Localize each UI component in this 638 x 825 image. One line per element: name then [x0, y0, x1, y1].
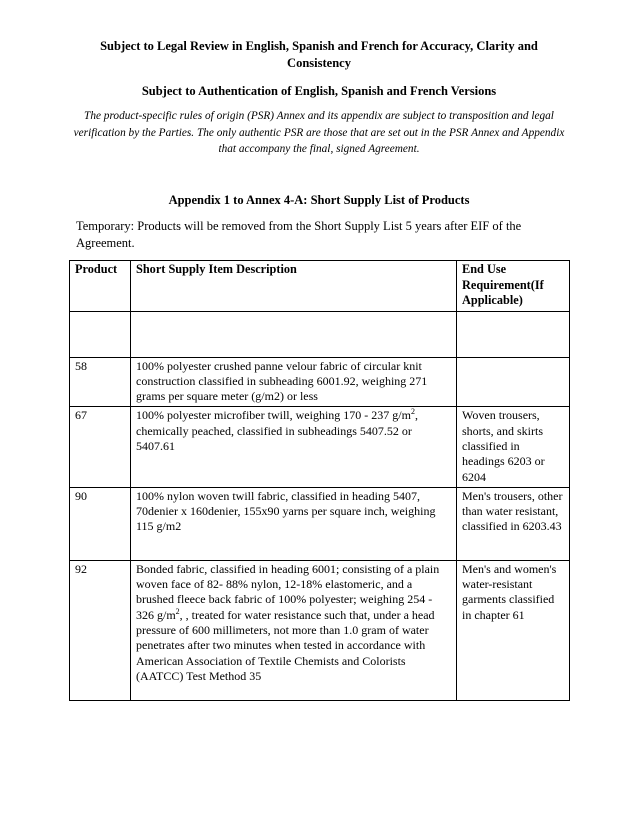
- cell-description: [131, 311, 457, 357]
- column-header-end-use: End Use Requirement(If Applicable): [457, 261, 570, 312]
- cell-end-use: [457, 311, 570, 357]
- cell-product: 67: [70, 407, 131, 487]
- table-row-58: [70, 357, 570, 407]
- short-supply-table: [69, 260, 570, 701]
- table-header-row: [70, 261, 570, 312]
- description-text-cont: , chemically peached, classified in subheadings 5407.52 or 5407.61: [136, 408, 418, 453]
- column-header-product: Product: [70, 261, 131, 312]
- superscript-exponent: 2: [410, 407, 415, 417]
- table-row-92: [70, 560, 570, 700]
- table-row-90: [70, 487, 570, 560]
- description-text: 100% polyester microfiber twill, weighing 170 - 237 g/m: [136, 408, 411, 423]
- cell-description: [131, 407, 457, 487]
- cell-product: 90: [70, 487, 131, 560]
- cell-end-use: Men's trousers, other than water resistant, classified in 6203.43: [457, 487, 570, 560]
- cell-product: 58: [70, 357, 131, 407]
- description-text-cont: , , treated for water resistance such that, under a head pressure of 600 millimeters, not more than 1.0 gram of water penetrates after two minutes when tested in accordance with American Association of Textile Chemists and Colorists (AATCC) Test Method 35: [136, 607, 435, 683]
- cell-description: [131, 357, 457, 407]
- cell-end-use: Men's and women's water-resistant garments classified in chapter 61: [457, 560, 570, 700]
- description-text: 100% polyester crushed panne velour fabric of circular knit construction classified in subheading 6001.92, weighing 271 grams per square meter (g/m2) or less: [136, 358, 428, 404]
- column-header-description: Short Supply Item Description: [131, 261, 457, 312]
- cell-end-use: Woven trousers, shorts, and skirts classified in headings 6203 or 6204: [457, 407, 570, 487]
- legal-review-heading: Subject to Legal Review in English, Spanish and French for Accuracy, Clarity and Consistency: [100, 39, 538, 70]
- table-row-67: [70, 407, 570, 487]
- cell-description: [131, 487, 457, 560]
- cell-end-use: [457, 357, 570, 407]
- table-row-empty: [70, 311, 570, 357]
- cell-description: [131, 560, 457, 700]
- appendix-title: Appendix 1 to Annex 4-A: Short Supply List of Products: [168, 193, 470, 207]
- temporary-note: Temporary: Products will be removed from the Short Supply List 5 years after EIF of the Agreement.: [76, 219, 522, 250]
- superscript-exponent: 2: [175, 606, 180, 616]
- psr-note: The product-specific rules of origin (PSR) Annex and its appendix are subject to transposition and legal verification by the Parties. The only authentic PSR are those that are set out in the PSR Annex and Appendix that accompany the final, signed Agreement.: [73, 110, 565, 155]
- description-text: 100% nylon woven twill fabric, classified in heading 5407, 70denier x 160denier, 155x90 yarns per square inch, weighing 115 g/m2: [136, 488, 436, 534]
- description-text: Bonded fabric, classified in heading 6001; consisting of a plain woven face of 82- 88% nylon, 12-18% elastomeric, and a brushed fleece back fabric of 100% polyester; weighing 254 - 326 g/m: [136, 561, 440, 622]
- authentication-heading: Subject to Authentication of English, Spanish and French Versions: [141, 84, 497, 98]
- cell-product: 92: [70, 560, 131, 700]
- cell-product: [70, 311, 131, 357]
